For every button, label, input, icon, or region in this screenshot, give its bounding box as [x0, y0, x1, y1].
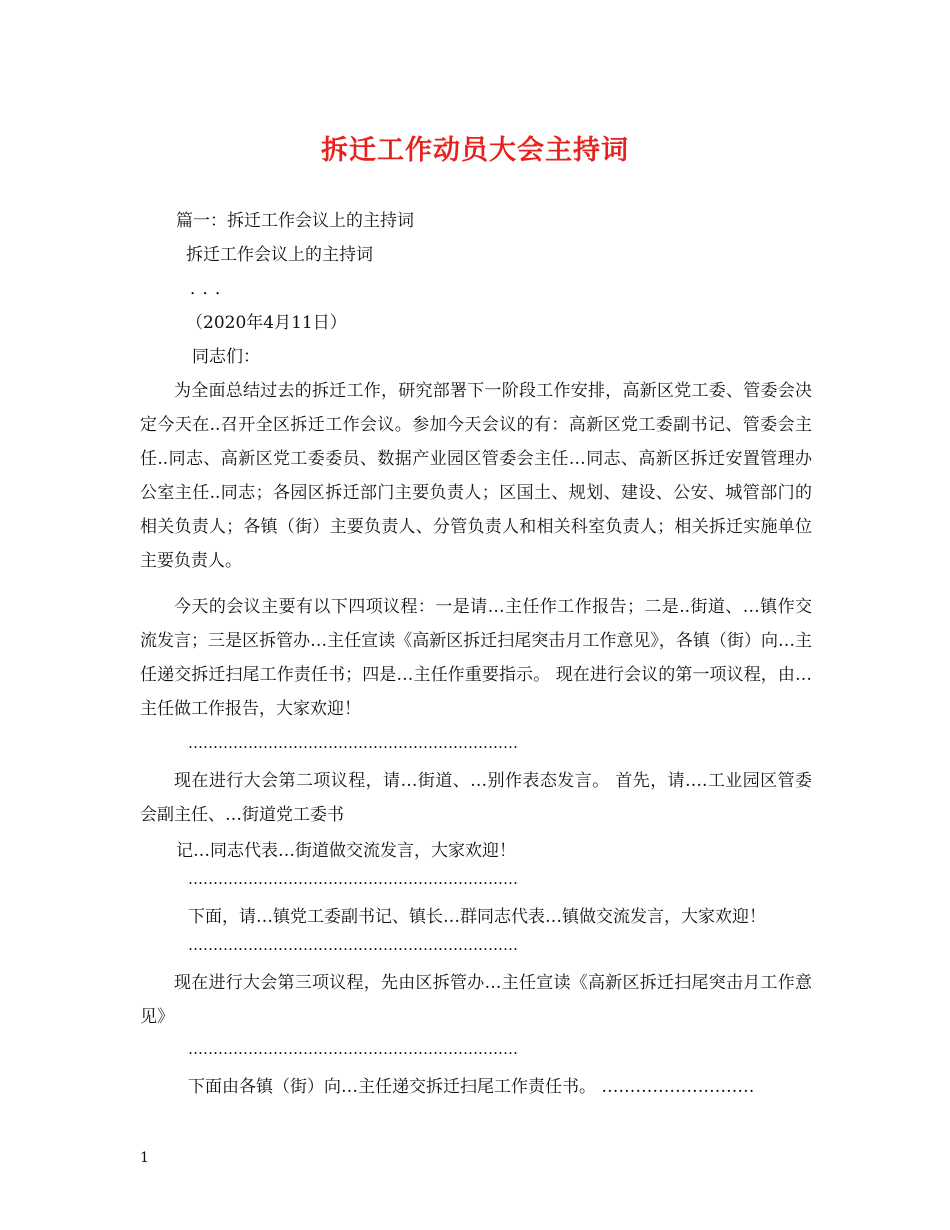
ellipsis: ．．．: [190, 279, 236, 299]
subtitle: 拆迁工作会议上的主持词: [186, 245, 373, 265]
section-heading: 篇一：拆迁工作会议上的主持词: [176, 211, 414, 231]
paragraph-attendees: 为全面总结过去的拆迁工作，研究部署下一阶段工作安排，高新区党工委、管委会决定今天在..召开全区拆迁工作会议。参加今天会议的有：高新区党工委副书记、管委会主任..同志、高新区党工委委员、数据产业园区管委会主任…同志、高新区拆迁安置管理办公室主任..同志；各园区拆迁部门主要负责人；区国土、规划、建设、公安、城管部门的相关负责人；各镇（街）主要负责人、分管负责人和相关科室负责人；相关拆迁实施单位主要负责人。: [140, 381, 812, 571]
separator-dots: …………………………………………………………: [188, 870, 518, 888]
paragraph-responsibility: 下面由各镇（街）向…主任递交拆迁扫尾工作责任书。 ………………………: [188, 1077, 755, 1097]
paragraph-town-speech: 下面，请…镇党工委副书记、镇长…群同志代表…镇做交流发言，大家欢迎！: [188, 907, 766, 927]
page-number: 1: [140, 1150, 149, 1166]
separator-dots: …………………………………………………………: [188, 1040, 518, 1058]
separator-dots: …………………………………………………………: [188, 734, 518, 752]
separator-dots: …………………………………………………………: [188, 936, 518, 954]
salutation: 同志们：: [192, 347, 260, 367]
paragraph-second-item: 现在进行大会第二项议程，请…街道、…别作表态发言。 首先，请….工业园区管委会副主任、…街道党工委书: [140, 771, 812, 825]
document-title: 拆迁工作动员大会主持词: [321, 135, 629, 166]
meeting-date: （2020年4月11日）: [186, 313, 347, 333]
paragraph-agenda: 今天的会议主要有以下四项议程：一是请…主任作工作报告；二是..街道、…镇作交流发言；三是区拆管办…主任宣读《高新区拆迁扫尾突击月工作意见》，各镇（街）向…主任递交拆迁扫尾工作责任书；四是…主任作重要指示。 现在进行会议的第一项议程，由…主任做工作报告，大家欢迎！: [140, 597, 812, 719]
paragraph-third-item: 现在进行大会第三项议程，先由区拆管办…主任宣读《高新区拆迁扫尾突击月工作意见》: [140, 973, 812, 1027]
paragraph-street-speech: 记…同志代表…街道做交流发言，大家欢迎！: [176, 841, 516, 861]
